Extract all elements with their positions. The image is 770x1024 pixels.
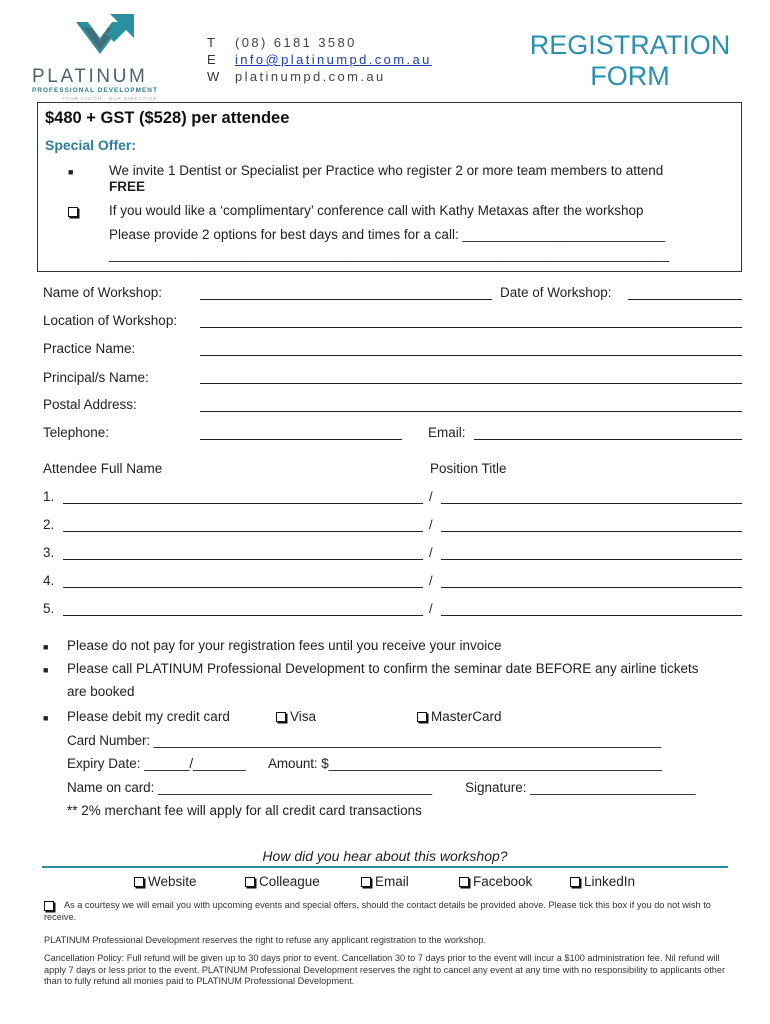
checkbox-icon	[245, 877, 255, 887]
attendee-row-number: 2.	[43, 517, 55, 532]
attendee-row-number: 3.	[43, 545, 55, 560]
special-offer-heading: Special Offer:	[45, 137, 137, 153]
email-link[interactable]: info@platinumpd.com.au	[235, 52, 432, 67]
separator: /	[429, 489, 433, 504]
logo-wordmark: PLATINUM	[32, 66, 148, 87]
platinum-logo	[28, 14, 178, 102]
mastercard-label: MasterCard	[431, 709, 502, 724]
principal-label: Principal/s Name:	[43, 370, 149, 385]
cancellation-policy: Cancellation Policy: Full refund will be given up to 30 days prior to event. Cancellation 30 to 7 days prior to the event will incur a $100 administration fee. Nil refund will apply 7 days or less prior to the event. PLATINUM Professional Development reserves the right to cancel any event at any time with no responsibility to applicants other than to fully refund all monies paid to PLATINUM Professional Development.	[44, 953, 726, 986]
phone-key: T	[207, 35, 215, 50]
hear-colleague-option[interactable]	[245, 874, 320, 889]
attendee-name-header: Attendee Full Name	[43, 461, 163, 476]
separator: /	[429, 545, 433, 560]
note-invoice: Please do not pay for your registration fees until you receive your invoice	[67, 638, 502, 653]
attendee-1-name-field[interactable]	[63, 503, 423, 504]
bullet-icon: ■	[68, 167, 74, 177]
email-field[interactable]	[474, 439, 742, 440]
bullet-icon: ■	[43, 642, 49, 652]
practice-label: Practice Name:	[43, 341, 136, 356]
hear-email-option[interactable]	[361, 874, 409, 889]
separator: /	[429, 573, 433, 588]
separator: /	[429, 517, 433, 532]
chevron-logo-icon	[74, 14, 136, 64]
checkbox-icon	[459, 877, 469, 887]
checkbox-icon	[276, 712, 286, 722]
hear-website-option[interactable]	[134, 874, 197, 889]
bullet-icon: ■	[43, 665, 49, 675]
phone-number: (08) 6181 3580	[235, 35, 357, 50]
bullet-icon: ■	[43, 713, 49, 723]
checkbox-icon	[361, 877, 371, 887]
location-field[interactable]	[200, 327, 742, 328]
telephone-field[interactable]	[200, 439, 402, 440]
location-label: Location of Workshop:	[43, 313, 178, 328]
attendee-row-number: 1.	[43, 489, 55, 504]
checkbox-icon	[570, 877, 580, 887]
hear-email-label: Email	[375, 874, 409, 889]
offer-item-2: If you would like a ‘complimentary’ conference call with Kathy Metaxas after the workshop	[109, 203, 644, 218]
hear-question: How did you hear about this workshop?	[262, 848, 508, 864]
attendee-3-position-field[interactable]	[441, 559, 742, 560]
offer-item-1: We invite 1 Dentist or Specialist per Practice who register 2 or more team members to attend	[109, 163, 664, 178]
principal-field[interactable]	[200, 383, 742, 384]
card-number-field[interactable]: Card Number: _____________________________________________________________________	[67, 733, 662, 748]
offer-box	[37, 102, 742, 272]
divider	[42, 866, 728, 868]
practice-field[interactable]	[200, 355, 742, 356]
offer-item-1-free: FREE	[109, 179, 146, 194]
hear-website-label: Website	[148, 874, 197, 889]
title-line-2: FORM	[590, 61, 670, 91]
position-title-header: Position Title	[430, 461, 507, 476]
workshop-date-field[interactable]	[628, 299, 742, 300]
checkbox-icon	[134, 877, 144, 887]
hear-linkedin-label: LinkedIn	[584, 874, 636, 889]
note-confirm-date: Please call PLATINUM Professional Development to confirm the seminar date BEFORE any airline tickets	[67, 661, 699, 676]
attendee-5-position-field[interactable]	[441, 615, 742, 616]
expiry-date-field[interactable]: Expiry Date: ______/_______	[67, 756, 246, 771]
workshop-name-field[interactable]	[200, 299, 492, 300]
amount-field[interactable]: Amount: $_____________________________________________	[268, 756, 662, 771]
workshop-name-label: Name of Workshop:	[43, 285, 163, 300]
hear-facebook-option[interactable]	[459, 874, 532, 889]
merchant-fee-note: ** 2% merchant fee will apply for all credit card transactions	[67, 803, 422, 818]
logo-subtitle: PROFESSIONAL DEVELOPMENT	[32, 87, 158, 94]
hear-linkedin-option[interactable]	[570, 874, 635, 889]
hear-facebook-label: Facebook	[473, 874, 533, 889]
separator: /	[429, 601, 433, 616]
attendee-5-name-field[interactable]	[63, 615, 423, 616]
attendee-2-position-field[interactable]	[441, 531, 742, 532]
note-confirm-date-cont: are booked	[67, 684, 135, 699]
mastercard-option[interactable]	[417, 709, 502, 724]
optout-text: As a courtesy we will email you with upcoming events and special offers, should the contact details be provided above. Please tick this box if you do not wish to receive.	[44, 900, 711, 922]
form-title	[500, 30, 760, 92]
offer-item-2-options: Please provide 2 options for best days and times for a call: ___________________________	[109, 227, 666, 242]
workshop-date-label: Date of Workshop:	[500, 285, 612, 300]
website: platinumpd.com.au	[235, 69, 386, 84]
attendee-4-name-field[interactable]	[63, 587, 423, 588]
signature-field[interactable]: Signature: ______________________	[465, 780, 696, 795]
postal-label: Postal Address:	[43, 397, 137, 412]
offer-item-2-blank: _________________________________________________________________________________	[109, 247, 669, 262]
telephone-label: Telephone:	[43, 425, 110, 440]
email-label: Email:	[428, 425, 466, 440]
attendee-1-position-field[interactable]	[441, 503, 742, 504]
checkbox-icon	[417, 712, 427, 722]
price: $480 + GST ($528) per attendee	[45, 109, 290, 127]
attendee-2-name-field[interactable]	[63, 531, 423, 532]
attendee-row-number: 4.	[43, 573, 55, 588]
postal-field[interactable]	[200, 411, 742, 412]
visa-option[interactable]	[276, 709, 316, 724]
attendee-row-number: 5.	[43, 601, 55, 616]
email-key: E	[207, 52, 216, 67]
name-on-card-field[interactable]: Name on card: _____________________________________	[67, 780, 432, 795]
attendee-4-position-field[interactable]	[441, 587, 742, 588]
title-line-1: REGISTRATION	[529, 30, 731, 60]
visa-label: Visa	[290, 709, 317, 724]
logo-tagline: YOUR VISION · OUR DIRECTION	[62, 96, 158, 101]
attendee-3-name-field[interactable]	[63, 559, 423, 560]
call-checkbox[interactable]	[68, 204, 82, 219]
checkbox-icon	[68, 207, 78, 217]
contact-block	[207, 34, 432, 85]
hear-colleague-label: Colleague	[259, 874, 320, 889]
rights-text: PLATINUM Professional Development reserves the right to refuse any applicant registration to the workshop.	[44, 935, 487, 945]
note-debit-card: Please debit my credit card	[67, 709, 230, 724]
web-key: W	[207, 69, 220, 84]
